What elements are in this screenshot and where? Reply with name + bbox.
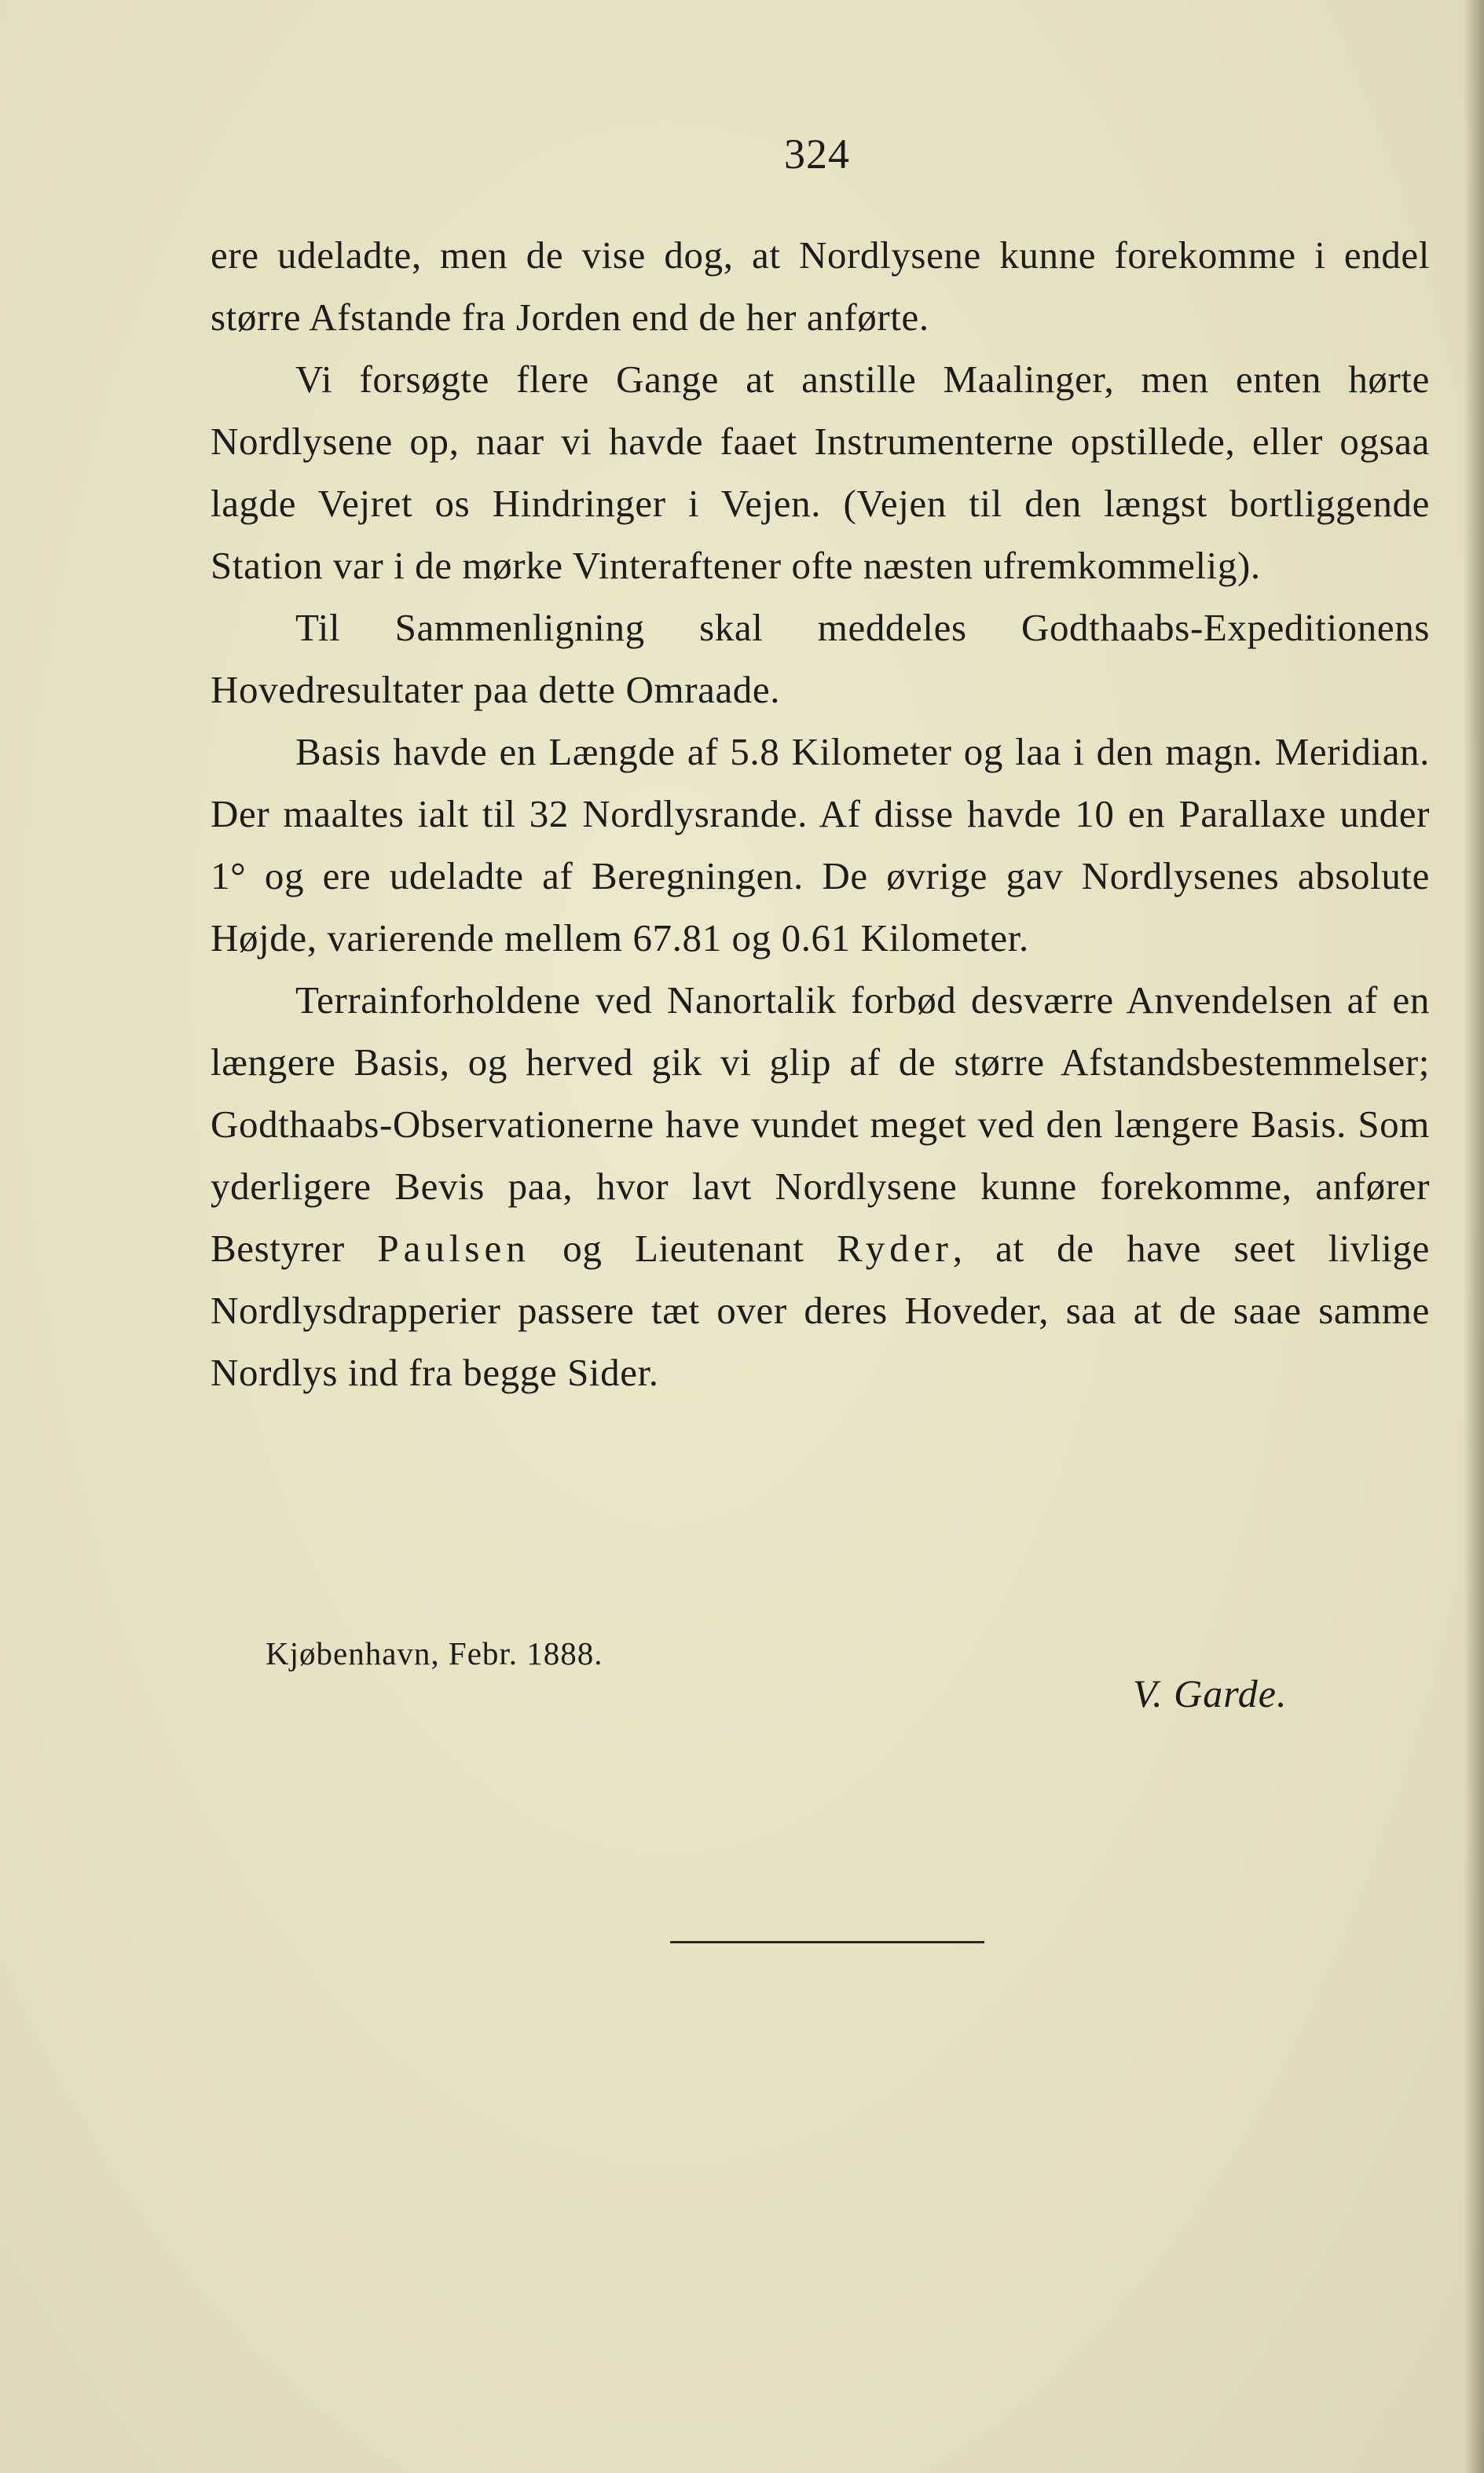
paragraph-continued: ere udeladte, men de vise dog, at Nordlysene kunne forekomme i endel større Afstande fra Jorden end de her anførte. xyxy=(211,233,1430,339)
terrain-text-part-3: , at de have seet livlige Nordlysdrapperier passere tæt over deres Hoveder, saa at de saae samme Nordlys ind fra begge Sider. xyxy=(211,1227,1430,1394)
page-edge-shadow xyxy=(1464,0,1484,2473)
paragraph-comparison: Til Sammenligning skal meddeles Godthaabs-Expeditionens Hovedresultater paa dette Omraade. xyxy=(211,606,1430,711)
person-name-ryder: Ryder xyxy=(836,1227,953,1270)
place-date: Kjøbenhavn, Febr. 1888. xyxy=(266,1635,603,1671)
paragraph-basis-results: Basis havde en Længde af 5.8 Kilometer og laa i den magn. Meridian. Der maaltes ialt til 32 Nordlysrande. Af disse havde 10 en Parallaxe under 1° og ere udeladte af Beregningen. De øvrige gav Nordlysenes absolute Højde, varierende mellem 67.81 og 0.61 Kilometer. xyxy=(211,730,1430,959)
closing-block xyxy=(266,1635,1334,1715)
paragraph-terrain xyxy=(211,969,1430,1403)
author-signature: V. Garde. xyxy=(1133,1671,1288,1715)
paragraph-measurements: Vi forsøgte flere Gange at anstille Maalinger, men enten hørte Nordlysene op, naar vi havde faaet Instrumenterne opstillede, eller ogsaa lagde Vejret os Hindringer i Vejen. (Vejen til den længst bortliggende Station var i de mørke Vinteraftener ofte næsten ufremkommelig). xyxy=(211,358,1430,587)
person-name-paulsen: Paulsen xyxy=(377,1227,530,1270)
terrain-text-part-1: Terrainforholdene ved Nanortalik forbød desværre Anvendelsen af en længere Basis, og herved gik vi glip af de større Afstandsbestemmelser; Godthaabs-Observationerne have vundet meget ved den længere Basis. Som yderligere Bevis paa, hvor lavt Nordlysene kunne forekomme, anfører Bestyrer xyxy=(211,978,1430,1270)
end-rule-divider xyxy=(670,1941,984,1943)
page-number: 324 xyxy=(784,130,850,178)
body-text xyxy=(211,224,1430,1403)
terrain-text-part-2: og Lieutenant xyxy=(562,1227,804,1270)
